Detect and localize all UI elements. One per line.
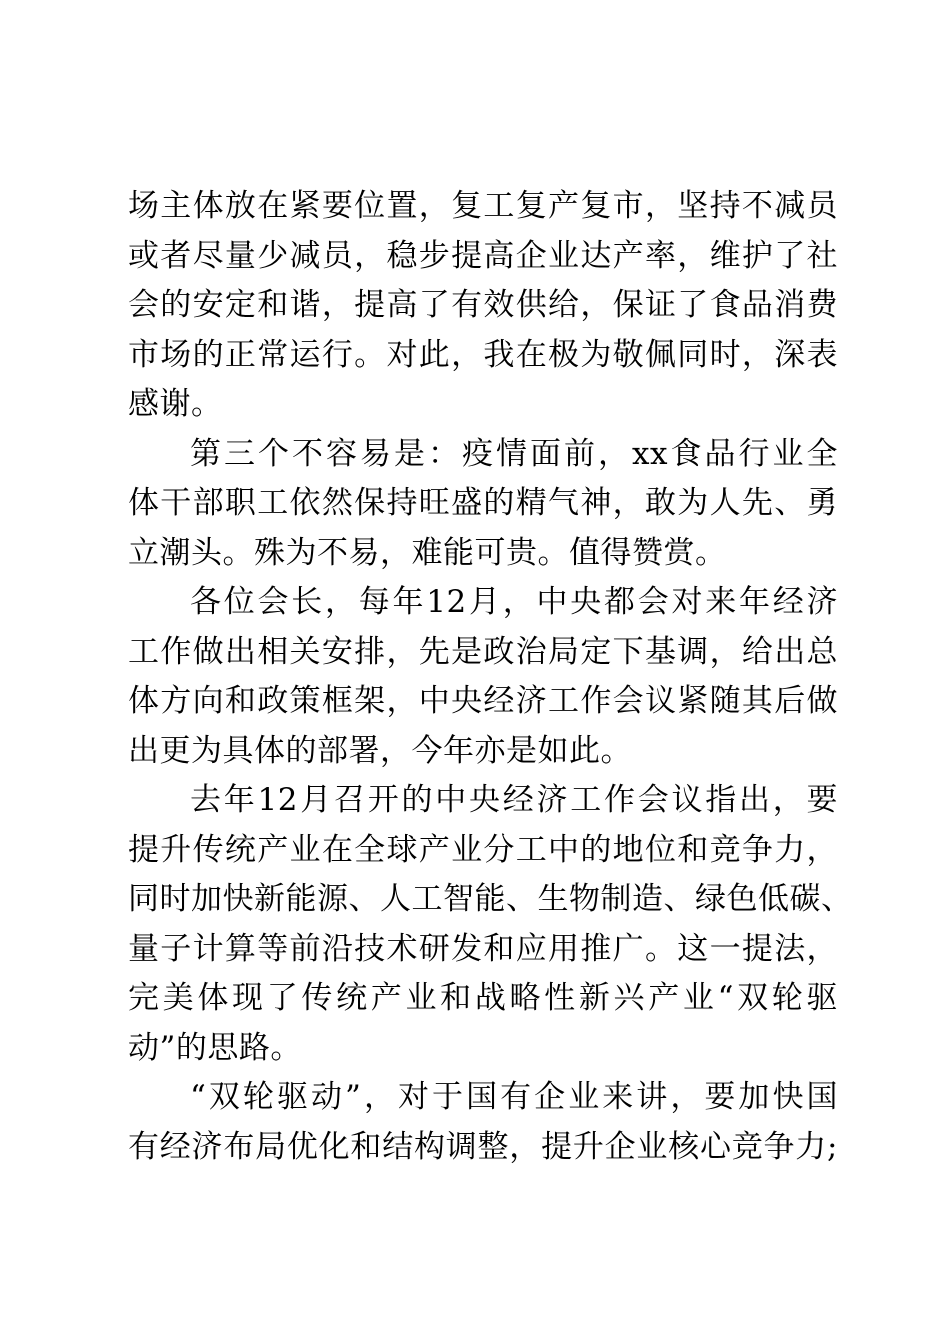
paragraph-3 [128, 578, 838, 776]
text-line: 提升传统产业在全球产业分工中的地位和竞争力， [128, 831, 838, 868]
text-line: 去年12月召开的中央经济工作会议指出，要 [190, 782, 838, 818]
text-line: 动”的思路。 [128, 1029, 302, 1066]
text-line: 或者尽量少减员，稳步提高企业达产率，维护了社 [128, 237, 838, 274]
text-line: 体方向和政策框架，中央经济工作会议紧随其后做 [128, 683, 838, 719]
paragraph-1 [128, 182, 838, 430]
text-line: 第三个不容易是：疫情面前，xx食品行业全 [190, 435, 838, 472]
text-line: 感谢。 [128, 386, 223, 422]
text-line: 市场的正常运行。对此，我在极为敬佩同时，深表 [128, 336, 838, 373]
paragraph-5 [128, 1073, 838, 1172]
text-line: 会的安定和谐，提高了有效供给，保证了食品消费 [128, 287, 838, 323]
text-line: 出更为具体的部署，今年亦是如此。 [128, 732, 632, 769]
text-line: 立潮头。殊为不易，难能可贵。值得赞赏。 [128, 534, 727, 571]
document-body [128, 182, 853, 1172]
text-line: 场主体放在紧要位置，复工复产复市，坚持不减员 [128, 188, 838, 224]
text-line: 各位会长，每年12月，中央都会对来年经济 [190, 584, 838, 620]
text-line: 量子计算等前沿技术研发和应用推广。这一提法， [128, 930, 838, 967]
text-line: 工作做出相关安排，先是政治局定下基调，给出总 [128, 633, 838, 670]
text-line: 有经济布局优化和结构调整，提升企业核心竞争力; [128, 1128, 838, 1165]
text-line: 完美体现了传统产业和战略性新兴产业“双轮驱 [128, 980, 838, 1016]
paragraph-2 [128, 430, 838, 579]
paragraph-4 [128, 776, 853, 1073]
text-line: 同时加快新能源、人工智能、生物制造、绿色低碳、 [128, 881, 853, 917]
text-line: 体干部职工依然保持旺盛的精气神，敢为人先、勇 [128, 485, 838, 521]
text-line: “双轮驱动”，对于国有企业来讲，要加快国 [190, 1079, 838, 1115]
